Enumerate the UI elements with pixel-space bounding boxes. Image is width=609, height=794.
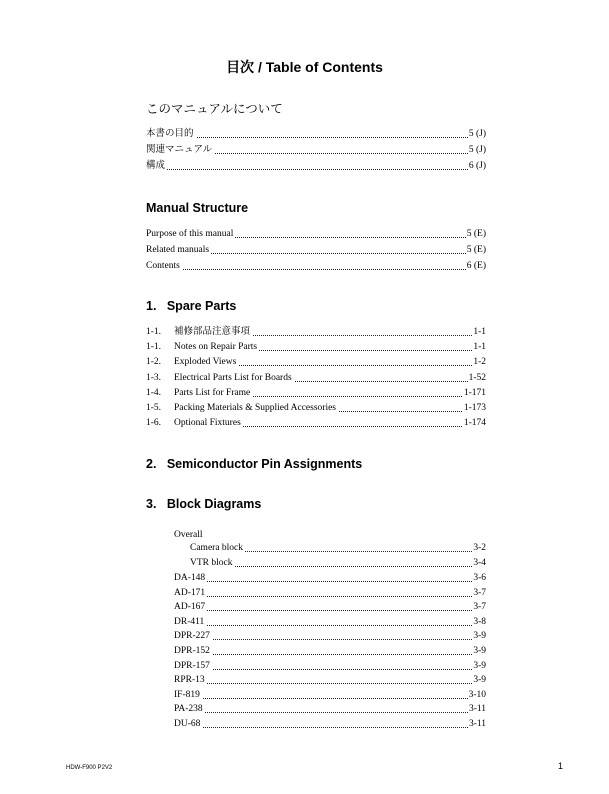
toc-entry-title: DPR-152 <box>174 646 210 656</box>
toc-entry-page: 3-9 <box>473 646 486 656</box>
toc-entry-title-text: Optional Fixtures <box>174 418 241 429</box>
toc-entry-title <box>146 417 243 429</box>
toc-entry-page: 1-173 <box>463 403 486 413</box>
dot-leader <box>174 683 486 684</box>
dot-leader <box>174 610 486 611</box>
overall-label: Overall <box>174 530 203 540</box>
toc-entry-page: 3-6 <box>473 573 486 583</box>
toc-entry-title <box>146 356 238 368</box>
toc-entry-page: 1-1 <box>473 342 486 353</box>
toc-entry-title: RPR-13 <box>174 675 205 686</box>
toc-entry-page: 3-9 <box>473 660 486 671</box>
toc-entry[interactable] <box>146 244 486 256</box>
toc-entry[interactable] <box>174 572 486 584</box>
toc-entry[interactable] <box>190 557 486 569</box>
dot-leader <box>174 698 486 699</box>
toc-entry-page: 3-7 <box>473 602 486 613</box>
toc-entry-title: 関連マニュアル <box>146 145 213 155</box>
section-heading-about: このマニュアルについて <box>146 101 283 116</box>
page-title: 目次 / Table of Contents <box>226 59 383 75</box>
dot-leader <box>174 727 486 728</box>
toc-entry-title-text: Exploded Views <box>174 357 237 368</box>
toc-entry-title: DR-411 <box>174 616 205 627</box>
dot-leader <box>146 269 486 270</box>
toc-entry-page: 3-8 <box>473 616 486 627</box>
toc-entry-title: 構成 <box>146 161 166 171</box>
toc-entry[interactable] <box>146 356 486 368</box>
toc-entry[interactable] <box>174 645 486 657</box>
toc-entry-number: 1-3. <box>146 372 162 383</box>
toc-entry-page: 3-4 <box>473 558 486 568</box>
toc-entry-title <box>146 372 294 384</box>
toc-entry-title: 本書の目的 <box>146 129 194 139</box>
toc-entry[interactable] <box>146 128 486 140</box>
toc-entry[interactable] <box>146 372 486 384</box>
toc-entry-title-text: Electrical Parts List for Boards <box>174 372 292 383</box>
toc-entry[interactable] <box>174 587 486 599</box>
toc-entry-page: 5 (E) <box>466 245 486 255</box>
toc-entry-page: 1-171 <box>463 387 486 398</box>
section-heading-block-diagrams: 3. Block Diagrams <box>146 497 262 511</box>
toc-entry-number: 1-5. <box>146 403 162 413</box>
toc-entry-title: IF-819 <box>174 689 200 700</box>
toc-entry[interactable] <box>174 674 486 686</box>
toc-entry-page: 3-9 <box>473 675 486 686</box>
toc-entry[interactable] <box>146 387 486 399</box>
toc-entry[interactable] <box>146 144 486 156</box>
toc-entry[interactable] <box>174 718 486 730</box>
dot-leader <box>174 654 486 655</box>
toc-entry[interactable] <box>174 616 486 628</box>
toc-entry-page: 3-10 <box>468 689 486 700</box>
toc-entry-page: 1-2 <box>473 357 486 368</box>
toc-entry-title: Purpose of this manual <box>146 229 234 239</box>
dot-leader <box>174 712 486 713</box>
dot-leader <box>146 169 486 170</box>
toc-entry-title: Camera block <box>190 543 244 553</box>
toc-entry[interactable] <box>174 660 486 672</box>
toc-entry-number: 1-2. <box>146 357 162 368</box>
toc-entry-title-text: Notes on Repair Parts <box>174 342 258 353</box>
footer-model: HDW-F900 P2V2 <box>66 765 113 771</box>
toc-entry-page: 6 (E) <box>466 261 486 271</box>
toc-entry-title: AD-171 <box>174 587 206 598</box>
toc-entry-page: 5 (J) <box>468 145 486 155</box>
toc-entry-page: 3-2 <box>473 543 486 553</box>
toc-entry-title: PA-238 <box>174 704 203 715</box>
dot-leader <box>174 596 486 597</box>
toc-entry-page: 1-1 <box>473 327 486 337</box>
toc-entry-number: 1-6. <box>146 418 162 429</box>
toc-entry[interactable] <box>174 703 486 715</box>
toc-entry-title: VTR block <box>190 558 233 568</box>
toc-entry-title <box>146 402 338 414</box>
toc-entry[interactable] <box>146 260 486 272</box>
toc-entry-title-text: Packing Materials & Supplied Accessories <box>174 403 336 413</box>
toc-entry-page: 3-11 <box>468 719 486 729</box>
toc-entry[interactable] <box>174 689 486 701</box>
toc-entry[interactable] <box>146 228 486 240</box>
toc-entry-page: 5 (E) <box>466 229 486 239</box>
dot-leader <box>174 581 486 582</box>
toc-entry-title-text: Parts List for Frame <box>174 387 251 398</box>
section-heading-spare-parts: 1. Spare Parts <box>146 299 237 313</box>
toc-entry[interactable] <box>146 326 486 338</box>
toc-entry[interactable] <box>174 601 486 613</box>
dot-leader <box>146 137 486 138</box>
toc-entry-page: 3-7 <box>473 587 486 598</box>
section-heading-semiconductor: 2. Semiconductor Pin Assignments <box>146 457 363 471</box>
toc-entry-title: DPR-227 <box>174 631 210 642</box>
toc-entry[interactable] <box>190 542 486 554</box>
toc-entry-title <box>146 387 252 399</box>
toc-entry-page: 1-174 <box>463 418 486 429</box>
toc-entry-title-text: 補修部品注意事項 <box>174 327 251 337</box>
toc-entry-page: 5 (J) <box>468 129 486 139</box>
dot-leader <box>174 625 486 626</box>
toc-entry-title: Related manuals <box>146 245 210 255</box>
toc-entry-number: 1-1. <box>146 327 162 337</box>
toc-entry-number: 1-1. <box>146 342 162 353</box>
toc-entry[interactable] <box>146 417 486 429</box>
toc-entry[interactable] <box>146 402 486 414</box>
toc-entry-number: 1-4. <box>146 387 162 398</box>
toc-entry-page: 6 (J) <box>468 161 486 171</box>
section-heading-manual-structure: Manual Structure <box>146 201 249 215</box>
toc-entry[interactable] <box>146 341 486 353</box>
toc-entry-title <box>146 341 259 353</box>
toc-entry-title <box>146 326 252 338</box>
toc-entry-page: 1-52 <box>468 372 486 383</box>
toc-entry-title: Contents <box>146 261 180 271</box>
footer-page-number: 1 <box>558 761 564 771</box>
toc-entry-title: DA-148 <box>174 573 206 583</box>
toc-entry-title: DPR-157 <box>174 660 210 671</box>
toc-entry-title: AD-167 <box>174 602 206 613</box>
toc-entry[interactable] <box>174 630 486 642</box>
dot-leader <box>174 639 486 640</box>
toc-entry-page: 3-9 <box>473 631 486 642</box>
dot-leader <box>174 669 486 670</box>
toc-entry-title: DU-68 <box>174 719 201 729</box>
toc-entry-page: 3-11 <box>468 704 486 715</box>
toc-entry[interactable] <box>146 160 486 172</box>
